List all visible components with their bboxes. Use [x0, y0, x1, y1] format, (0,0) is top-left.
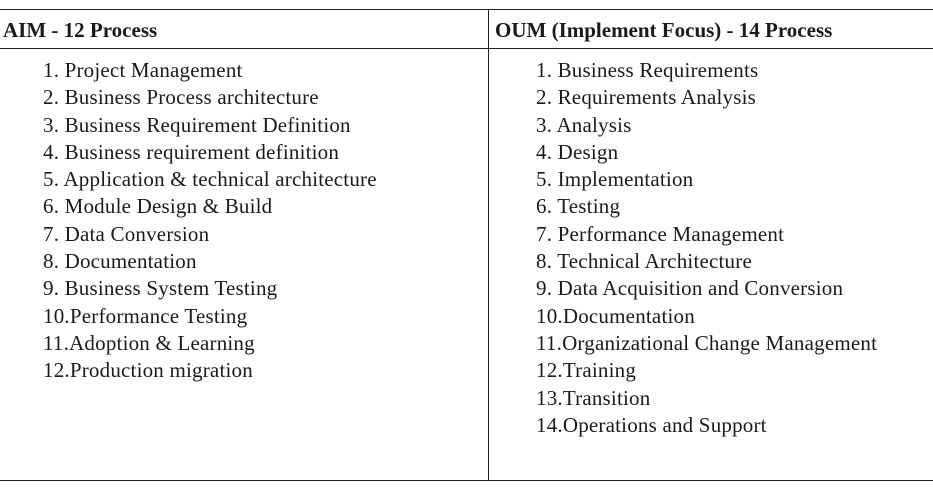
- list-item: 3. Analysis: [536, 112, 632, 137]
- column-divider: [488, 10, 489, 480]
- list-item: 9. Data Acquisition and Conversion: [536, 276, 844, 301]
- list-item: 2. Business Process architecture: [43, 85, 319, 110]
- list-item: 5. Application & technical architecture: [43, 167, 377, 192]
- list-item: 13.Transition: [536, 385, 651, 410]
- list-item: 10.Documentation: [536, 303, 695, 328]
- list-item: 14.Operations and Support: [536, 412, 767, 437]
- aim-process-list: [43, 57, 377, 385]
- list-item: 4. Business requirement definition: [43, 139, 340, 164]
- list-item: 6. Module Design & Build: [43, 194, 273, 219]
- list-item: 7. Performance Management: [536, 221, 785, 246]
- list-item: 1. Business Requirements: [536, 58, 759, 82]
- list-item: 4. Design: [536, 139, 619, 164]
- list-item: 6. Testing: [536, 194, 621, 219]
- list-item: 11.Adoption & Learning: [43, 330, 255, 355]
- aim-column-header: AIM - 12 Process: [3, 18, 158, 42]
- list-item: 1. Project Management: [43, 58, 243, 82]
- list-item: 8. Documentation: [43, 249, 197, 274]
- list-item: 5. Implementation: [536, 167, 694, 192]
- list-item: 10.Performance Testing: [43, 303, 248, 328]
- comparison-table: [0, 9, 933, 481]
- list-item: 12.Training: [536, 358, 637, 383]
- list-item: 11.Organizational Change Management: [536, 330, 878, 355]
- list-item: 12.Production migration: [43, 358, 253, 383]
- list-item: 2. Requirements Analysis: [536, 85, 757, 110]
- list-item: 9. Business System Testing: [43, 276, 278, 301]
- header-divider: [0, 48, 933, 49]
- oum-column-header: OUM (Implement Focus) - 14 Process: [495, 18, 833, 42]
- oum-process-list: [536, 57, 877, 439]
- list-item: 7. Data Conversion: [43, 221, 210, 246]
- list-item: 8. Technical Architecture: [536, 249, 752, 274]
- list-item: 3. Business Requirement Definition: [43, 112, 351, 137]
